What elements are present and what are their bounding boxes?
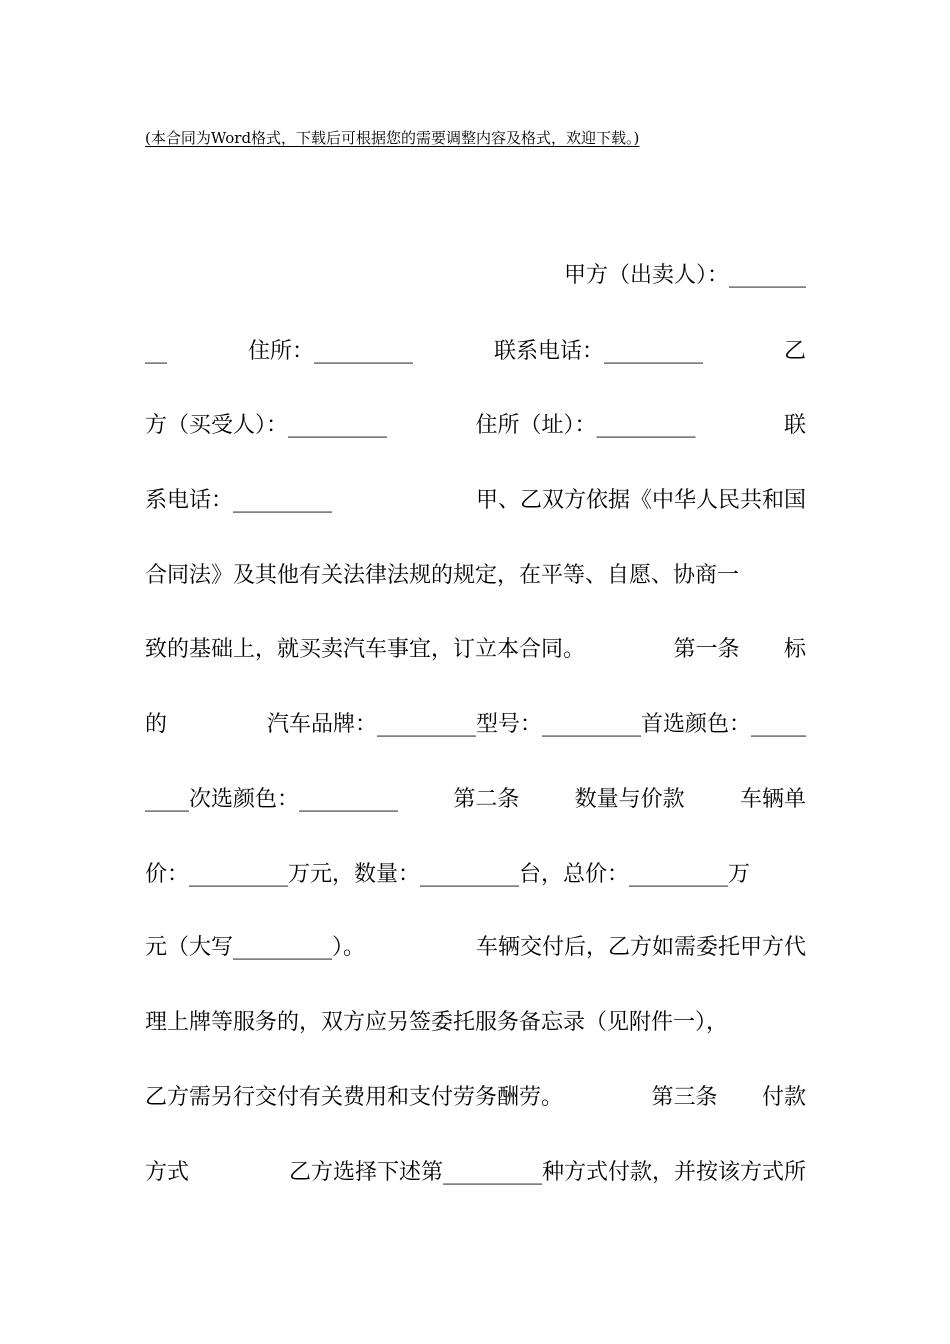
line-segment: 联 — [783, 413, 806, 438]
line-segment: 方式 — [145, 1160, 190, 1185]
line-segment: 乙方需另行交付有关费用和支付劳务酬劳。 — [145, 1085, 564, 1110]
text-line-5 — [145, 558, 806, 594]
header-note: (本合同为Word格式，下载后可根据您的需要调整内容及格式，欢迎下载。) — [145, 129, 640, 147]
line-segment: 住所：_________ — [247, 339, 413, 364]
line-segment: 致的基础上，就买卖汽车事宜，订立本合同。 — [145, 637, 586, 662]
line-segment: 乙 — [783, 339, 806, 364]
text-line-13 — [145, 1155, 806, 1191]
line-segment: 联系电话：_________ — [493, 339, 703, 364]
line-segment: 住所（址）：_________ — [475, 413, 696, 438]
text-line-6 — [145, 632, 806, 668]
text-line-1 — [145, 258, 806, 294]
text-line-11 — [145, 1005, 806, 1041]
line-segment: 理上牌等服务的，双方应另签委托服务备忘录（见附件一）， — [145, 1010, 729, 1035]
line-segment: 的 — [145, 712, 168, 737]
line-segment: 方（买受人）：_________ — [145, 413, 388, 438]
line-segment: 合同法》及其他有关法律法规的规定，在平等、自愿、协商一 — [145, 563, 740, 588]
line-segment: 付款 — [761, 1085, 806, 1110]
line-segment: 车辆单 — [739, 787, 806, 812]
line-segment: 第二条 — [453, 787, 520, 812]
line-segment: ____次选颜色：_________ — [145, 787, 399, 812]
text-line-2 — [145, 334, 806, 370]
text-line-10 — [145, 930, 806, 966]
line-segment: 汽车品牌：_________型号：_________首选颜色：_____ — [266, 712, 806, 737]
line-segment: 标 — [783, 637, 806, 662]
line-segment: 车辆交付后，乙方如需委托甲方代 — [475, 935, 806, 960]
text-line-7 — [145, 707, 806, 743]
line-segment: __ — [145, 339, 167, 364]
line-segment: 乙方选择下述第_________种方式付款，并按该方式所 — [288, 1160, 806, 1185]
line-segment: 甲方（出卖人）：_______ — [563, 263, 806, 288]
text-line-8 — [145, 782, 806, 818]
line-segment: 元（大写_________）。 — [145, 935, 366, 960]
text-line-3 — [145, 408, 806, 444]
line-segment: 第一条 — [673, 637, 740, 662]
line-segment: 第三条 — [651, 1085, 718, 1110]
text-line-4 — [145, 483, 806, 519]
text-line-12 — [145, 1080, 806, 1116]
text-line-9 — [145, 857, 806, 893]
line-segment: 数量与价款 — [574, 787, 685, 812]
line-segment: 系电话：_________ — [145, 488, 333, 513]
line-segment: 甲、乙双方依据《中华人民共和国 — [475, 488, 806, 513]
line-segment: 价：_________万元，数量：_________台，总价：_________万 — [145, 862, 751, 887]
